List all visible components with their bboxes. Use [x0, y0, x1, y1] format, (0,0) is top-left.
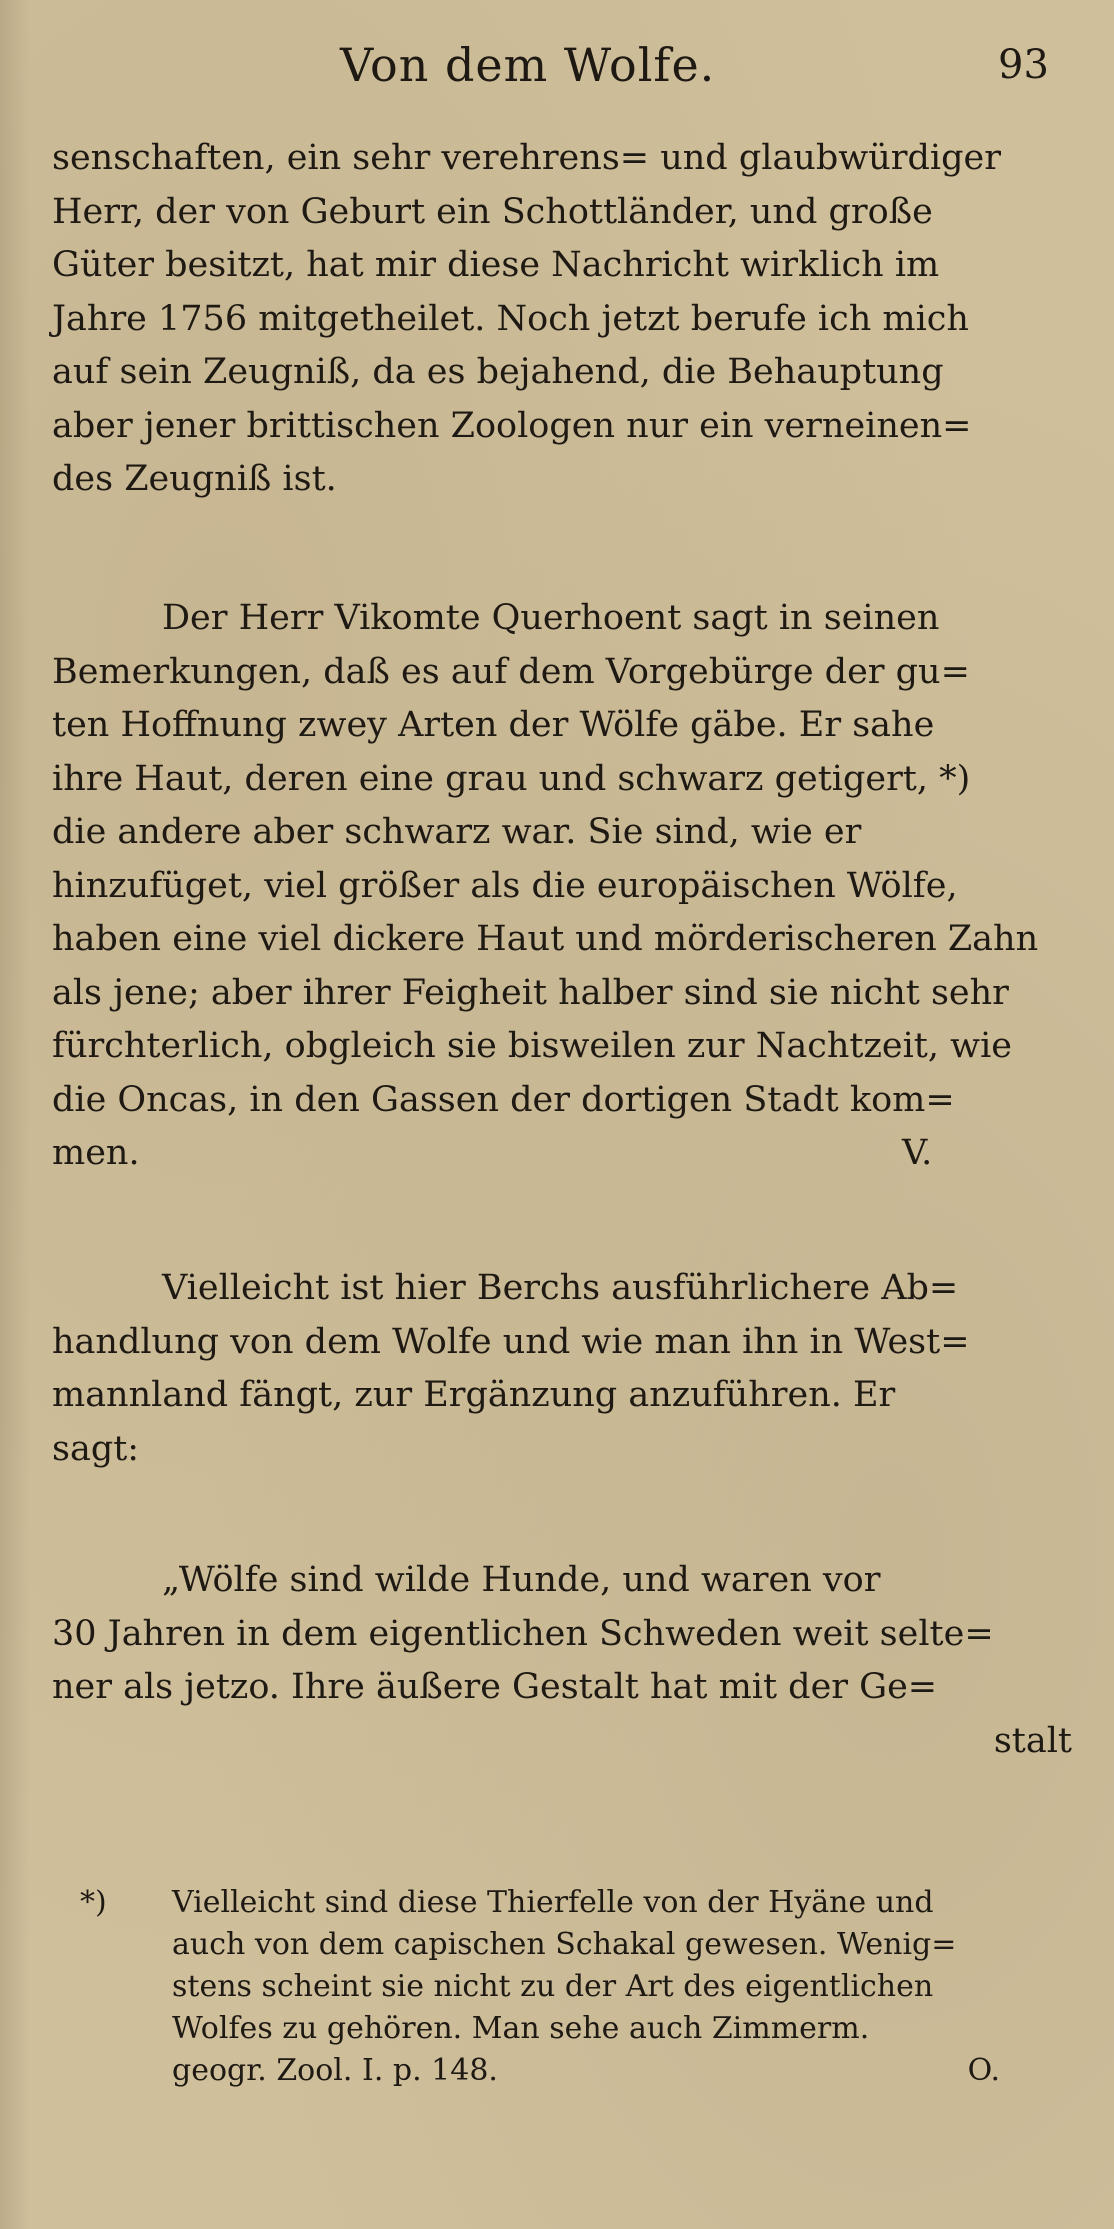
paragraph-1 [52, 132, 1082, 507]
page-header [0, 38, 1114, 108]
footnote [80, 1882, 1090, 2092]
footnote-citation: geogr. Zool. I. p. 148. [172, 2053, 498, 2088]
text-line: fürchterlich, obgleich sie bisweilen zur Nachtzeit, wie [52, 1026, 1012, 1066]
text-line: 30 Jahren in dem eigentlichen Schweden weit selte= [52, 1613, 994, 1654]
footnote-first-line [80, 1882, 1090, 1924]
paragraph-4 [52, 1554, 1082, 1768]
catchword: stalt [993, 1720, 1072, 1761]
footnote-signature: O. [967, 2053, 1000, 2088]
footnote-line: stens scheint sie nicht zu der Art des eigentlichen [172, 1969, 934, 2004]
footnote-line: Wolfes zu gehören. Man sehe auch Zimmerm. [172, 2011, 870, 2046]
text-line: ten Hoffnung zwey Arten der Wölfe gäbe. Er sahe [52, 705, 935, 745]
text-line: ner als jetzo. Ihre äußere Gestalt hat mit der Ge= [52, 1667, 938, 1707]
text-line: mannland fängt, zur Ergänzung anzuführen. Er [52, 1375, 896, 1415]
text-line: haben eine viel dickere Haut und mörderischeren Zahn [52, 919, 1039, 959]
running-title: Von dem Wolfe. [340, 38, 716, 92]
paragraph-3 [52, 1262, 1082, 1476]
footnote-marker: *) [80, 1885, 107, 1920]
text-line: Jahre 1756 mitgetheilet. Noch jetzt berufe ich mich [52, 298, 969, 339]
text-line: Herr, der von Geburt ein Schottländer, und große [52, 191, 933, 232]
footnote-last-line [80, 2050, 1090, 2092]
text-line: Der Herr Vikomte Querhoent sagt in seinen [162, 598, 940, 638]
text-line-with-signature [52, 1127, 1082, 1181]
text-line: des Zeugniß ist. [52, 459, 337, 499]
signature: V. [902, 1133, 933, 1173]
footnote-line: auch von dem capischen Schakal gewesen. Wenig= [172, 1927, 957, 1962]
text-line: die andere aber schwarz war. Sie sind, wie er [52, 812, 862, 852]
text-line: ihre Haut, deren eine grau und schwarz getigert, *) [52, 758, 971, 799]
text-line: Güter besitzt, hat mir diese Nachricht wirklich im [52, 245, 940, 285]
text-line: „Wölfe sind wilde Hunde, und waren vor [162, 1560, 881, 1600]
text-line: die Oncas, in den Gassen der dortigen Stadt kom= [52, 1079, 955, 1120]
text-line: handlung von dem Wolfe und wie man ihn in West= [52, 1321, 970, 1362]
text-line: Vielleicht ist hier Berchs ausführlichere Ab= [162, 1268, 959, 1308]
text-line: aber jener brittischen Zoologen nur ein verneinen= [52, 405, 972, 446]
text-line: als jene; aber ihrer Feigheit halber sind sie nicht sehr [52, 972, 1009, 1013]
paragraph-2 [52, 592, 1082, 1181]
page-number: 93 [998, 42, 1049, 88]
text-line: senschaften, ein sehr verehrens= und glaubwürdiger [52, 138, 1001, 178]
text-line: sagt: [52, 1428, 140, 1469]
text-line: Bemerkungen, daß es auf dem Vorgebürge der gu= [52, 651, 970, 692]
text-fragment: men. [52, 1133, 140, 1173]
footnote-text: Vielleicht sind diese Thierfelle von der Hyäne und [172, 1885, 934, 1920]
text-line: hinzufüget, viel größer als die europäischen Wölfe, [52, 865, 958, 906]
text-line: auf sein Zeugniß, da es bejahend, die Behauptung [52, 352, 944, 392]
